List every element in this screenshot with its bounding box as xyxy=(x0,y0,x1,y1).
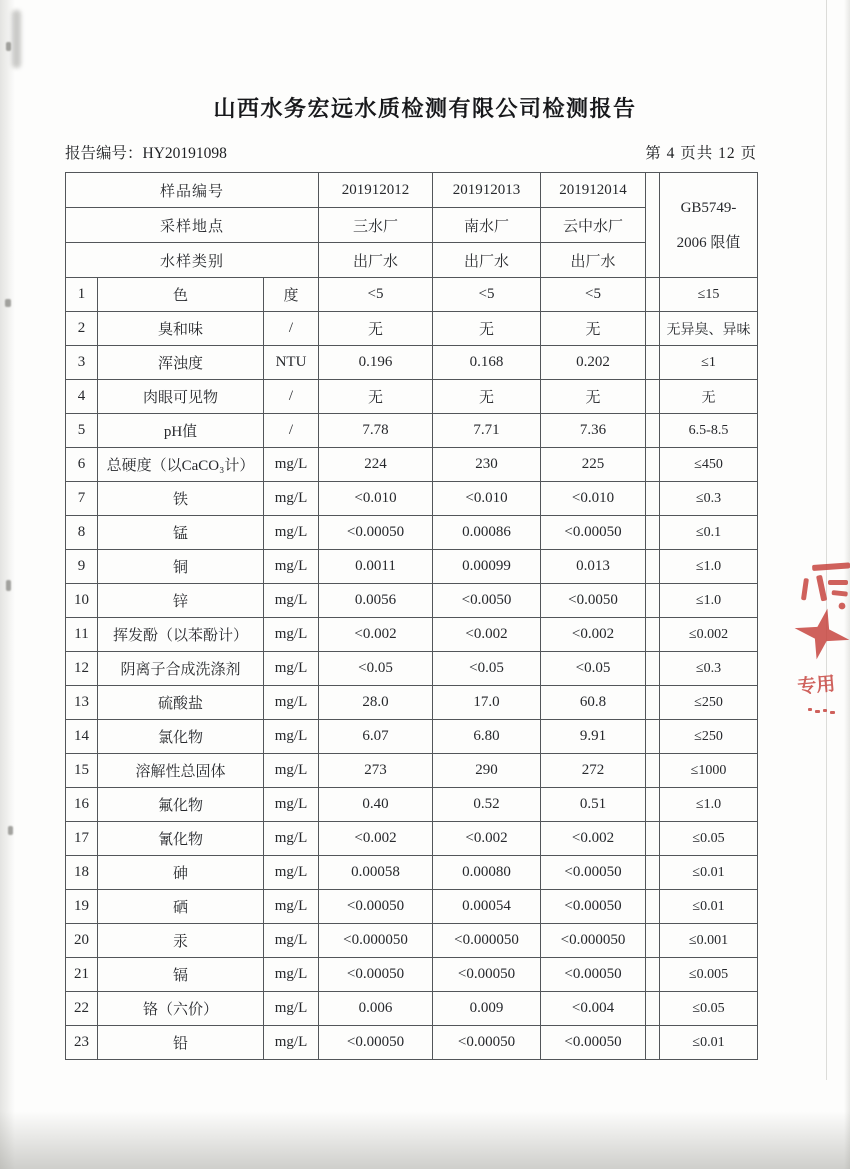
seal-partial-text: 专用 xyxy=(796,673,837,698)
sample-value: 225 xyxy=(541,448,646,482)
sample-type: 出厂水 xyxy=(319,243,433,278)
sample-value: <0.002 xyxy=(319,822,433,856)
table-row xyxy=(66,448,758,482)
param-unit: mg/L xyxy=(264,584,319,618)
sample-value: <0.00050 xyxy=(319,958,433,992)
header-label-sample-id: 样品编号 xyxy=(66,173,319,208)
limit-value: 无异臭、异味 xyxy=(660,312,758,346)
row-number: 6 xyxy=(66,448,98,482)
table-gap xyxy=(646,550,660,584)
sample-value: 无 xyxy=(319,312,433,346)
sample-value: <0.00050 xyxy=(541,958,646,992)
param-name: 总硬度（以CaCO₃计） xyxy=(98,448,264,482)
param-unit: mg/L xyxy=(264,550,319,584)
sample-value: <0.000050 xyxy=(541,924,646,958)
row-number: 8 xyxy=(66,516,98,550)
table-gap xyxy=(646,652,660,686)
limit-value: ≤1.0 xyxy=(660,584,758,618)
sample-value: 6.80 xyxy=(433,720,541,754)
header-label-sample-type: 水样类别 xyxy=(66,243,319,278)
sample-value: 0.51 xyxy=(541,788,646,822)
sample-value: <0.00050 xyxy=(541,1026,646,1060)
param-name: 臭和味 xyxy=(98,312,264,346)
param-unit: mg/L xyxy=(264,924,319,958)
sample-id: 201912014 xyxy=(541,173,646,208)
sampling-point: 云中水厂 xyxy=(541,208,646,243)
row-number: 16 xyxy=(66,788,98,822)
report-meta-row xyxy=(65,141,757,163)
param-name: 硒 xyxy=(98,890,264,924)
param-unit: mg/L xyxy=(264,890,319,924)
param-unit: mg/L xyxy=(264,720,319,754)
row-number: 3 xyxy=(66,346,98,380)
param-unit: mg/L xyxy=(264,958,319,992)
row-number: 23 xyxy=(66,1026,98,1060)
sample-value: <0.010 xyxy=(319,482,433,516)
sample-value: <0.002 xyxy=(319,618,433,652)
limit-value: ≤450 xyxy=(660,448,758,482)
table-gap xyxy=(646,958,660,992)
table-row xyxy=(66,822,758,856)
row-number: 13 xyxy=(66,686,98,720)
scan-speck xyxy=(5,299,11,307)
table-gap xyxy=(646,890,660,924)
param-unit: mg/L xyxy=(264,652,319,686)
scan-fold-line xyxy=(826,0,827,1080)
table-row xyxy=(66,1026,758,1060)
limit-value: ≤0.3 xyxy=(660,652,758,686)
sample-value: <0.00050 xyxy=(433,958,541,992)
table-row xyxy=(66,652,758,686)
param-name: 氰化物 xyxy=(98,822,264,856)
scan-edge-shadow-bottom xyxy=(0,1111,850,1169)
sample-value: <0.00050 xyxy=(319,890,433,924)
sample-value: 6.07 xyxy=(319,720,433,754)
table-row xyxy=(66,618,758,652)
sample-value: <0.002 xyxy=(433,822,541,856)
table-row xyxy=(66,550,758,584)
sample-value: 无 xyxy=(319,380,433,414)
table-gap xyxy=(646,754,660,788)
row-number: 12 xyxy=(66,652,98,686)
table-row xyxy=(66,414,758,448)
param-name: 镉 xyxy=(98,958,264,992)
param-unit: mg/L xyxy=(264,686,319,720)
table-gap xyxy=(646,1026,660,1060)
table-row xyxy=(66,482,758,516)
param-unit: 度 xyxy=(264,278,319,312)
sample-value: 无 xyxy=(433,312,541,346)
param-unit: mg/L xyxy=(264,516,319,550)
row-number: 14 xyxy=(66,720,98,754)
table-row xyxy=(66,720,758,754)
sample-value: <0.00050 xyxy=(433,1026,541,1060)
table-gap xyxy=(646,482,660,516)
limit-value: ≤0.05 xyxy=(660,822,758,856)
param-unit: mg/L xyxy=(264,822,319,856)
table-row xyxy=(66,856,758,890)
limit-value: ≤1.0 xyxy=(660,788,758,822)
row-number: 20 xyxy=(66,924,98,958)
sample-value: 7.71 xyxy=(433,414,541,448)
header-row-sample-id xyxy=(66,173,758,208)
limit-header-line2: 2006 限值 xyxy=(676,234,741,251)
report-number xyxy=(65,141,227,163)
param-unit: / xyxy=(264,414,319,448)
table-row xyxy=(66,992,758,1026)
param-name: 色 xyxy=(98,278,264,312)
limit-value: ≤0.01 xyxy=(660,1026,758,1060)
sampling-point: 三水厂 xyxy=(319,208,433,243)
row-number: 21 xyxy=(66,958,98,992)
table-gap xyxy=(646,414,660,448)
table-gap xyxy=(646,584,660,618)
param-name: 铅 xyxy=(98,1026,264,1060)
sample-value: 0.0056 xyxy=(319,584,433,618)
limit-value: ≤1000 xyxy=(660,754,758,788)
row-number: 7 xyxy=(66,482,98,516)
sample-value: 0.00099 xyxy=(433,550,541,584)
header-label-sampling-point: 采样地点 xyxy=(66,208,319,243)
sample-value: 28.0 xyxy=(319,686,433,720)
param-name: 铁 xyxy=(98,482,264,516)
sample-value: 无 xyxy=(433,380,541,414)
table-row xyxy=(66,346,758,380)
table-gap xyxy=(646,788,660,822)
param-name: 硫酸盐 xyxy=(98,686,264,720)
table-gap xyxy=(646,720,660,754)
scan-speck xyxy=(6,580,11,591)
sample-value: <0.002 xyxy=(433,618,541,652)
row-number: 9 xyxy=(66,550,98,584)
row-number: 2 xyxy=(66,312,98,346)
limit-value: 无 xyxy=(660,380,758,414)
table-row xyxy=(66,278,758,312)
table-row xyxy=(66,686,758,720)
table-gap xyxy=(646,924,660,958)
param-name: 砷 xyxy=(98,856,264,890)
sample-value: 0.009 xyxy=(433,992,541,1026)
table-gap xyxy=(646,380,660,414)
sample-value: <0.00050 xyxy=(319,1026,433,1060)
sample-value: 0.013 xyxy=(541,550,646,584)
results-table xyxy=(65,172,758,1060)
sample-value: 0.00080 xyxy=(433,856,541,890)
row-number: 11 xyxy=(66,618,98,652)
page-title: 山西水务宏远水质检测有限公司检测报告 xyxy=(213,96,637,121)
sample-value: <0.05 xyxy=(541,652,646,686)
table-row xyxy=(66,890,758,924)
row-number: 10 xyxy=(66,584,98,618)
param-name: 汞 xyxy=(98,924,264,958)
param-unit: mg/L xyxy=(264,992,319,1026)
sample-value: 17.0 xyxy=(433,686,541,720)
table-gap xyxy=(646,618,660,652)
param-name: 锰 xyxy=(98,516,264,550)
sample-value: 290 xyxy=(433,754,541,788)
sample-value: <0.000050 xyxy=(319,924,433,958)
table-gap xyxy=(646,346,660,380)
sample-value: 60.8 xyxy=(541,686,646,720)
results-table-header xyxy=(66,173,758,278)
sample-value: 0.006 xyxy=(319,992,433,1026)
param-unit: mg/L xyxy=(264,448,319,482)
sample-value: <0.05 xyxy=(433,652,541,686)
limit-value: ≤0.05 xyxy=(660,992,758,1026)
limit-value: ≤250 xyxy=(660,720,758,754)
report-number-value: HY20191098 xyxy=(142,145,227,162)
limit-column-header xyxy=(660,173,758,278)
sample-value: <0.010 xyxy=(541,482,646,516)
limit-value: ≤15 xyxy=(660,278,758,312)
param-name: 浑浊度 xyxy=(98,346,264,380)
table-row xyxy=(66,380,758,414)
table-gap xyxy=(646,278,660,312)
row-number: 17 xyxy=(66,822,98,856)
sample-value: <0.010 xyxy=(433,482,541,516)
row-number: 18 xyxy=(66,856,98,890)
sample-value: 272 xyxy=(541,754,646,788)
results-tbody xyxy=(66,278,758,1060)
limit-value: ≤1.0 xyxy=(660,550,758,584)
sample-value: <5 xyxy=(319,278,433,312)
table-row xyxy=(66,788,758,822)
sample-value: 0.168 xyxy=(433,346,541,380)
param-name: 溶解性总固体 xyxy=(98,754,264,788)
sample-value: <0.002 xyxy=(541,822,646,856)
table-row xyxy=(66,924,758,958)
sample-type: 出厂水 xyxy=(541,243,646,278)
param-unit: / xyxy=(264,312,319,346)
table-gap xyxy=(646,312,660,346)
param-unit: mg/L xyxy=(264,856,319,890)
sample-value: 0.40 xyxy=(319,788,433,822)
sample-value: <5 xyxy=(541,278,646,312)
sample-id: 201912013 xyxy=(433,173,541,208)
sample-value: <0.00050 xyxy=(541,856,646,890)
limit-value: ≤0.01 xyxy=(660,890,758,924)
sample-id: 201912012 xyxy=(319,173,433,208)
sample-value: 7.36 xyxy=(541,414,646,448)
sample-value: 0.202 xyxy=(541,346,646,380)
sample-value: <0.00050 xyxy=(319,516,433,550)
param-unit: mg/L xyxy=(264,754,319,788)
sample-value: 273 xyxy=(319,754,433,788)
param-name: 氟化物 xyxy=(98,788,264,822)
report-number-label: 报告编号： xyxy=(65,145,143,162)
table-row xyxy=(66,754,758,788)
param-name: 挥发酚（以苯酚计） xyxy=(98,618,264,652)
sample-value: <0.05 xyxy=(319,652,433,686)
sample-value: 无 xyxy=(541,380,646,414)
sample-value: 7.78 xyxy=(319,414,433,448)
param-name: 锌 xyxy=(98,584,264,618)
row-number: 5 xyxy=(66,414,98,448)
limit-value: ≤0.01 xyxy=(660,856,758,890)
page-indicator: 第 4 页共 12 页 xyxy=(645,145,757,162)
sample-value: 224 xyxy=(319,448,433,482)
scan-speck xyxy=(6,42,11,51)
sample-value: 0.0011 xyxy=(319,550,433,584)
sample-type: 出厂水 xyxy=(433,243,541,278)
scan-speck xyxy=(8,826,13,835)
sample-value: 0.00058 xyxy=(319,856,433,890)
limit-value: ≤0.005 xyxy=(660,958,758,992)
param-unit: mg/L xyxy=(264,482,319,516)
scan-smudge xyxy=(12,10,21,68)
limit-value: ≤1 xyxy=(660,346,758,380)
sample-value: <0.00050 xyxy=(541,890,646,924)
param-name: 阴离子合成洗涤剂 xyxy=(98,652,264,686)
sample-value: <0.0050 xyxy=(433,584,541,618)
table-gap xyxy=(646,992,660,1026)
param-unit: mg/L xyxy=(264,618,319,652)
sample-value: 无 xyxy=(541,312,646,346)
param-name: 肉眼可见物 xyxy=(98,380,264,414)
param-name: pH值 xyxy=(98,414,264,448)
sample-value: 230 xyxy=(433,448,541,482)
table-gap xyxy=(646,516,660,550)
table-row xyxy=(66,312,758,346)
row-number: 15 xyxy=(66,754,98,788)
table-row xyxy=(66,516,758,550)
row-number: 19 xyxy=(66,890,98,924)
sample-value: <5 xyxy=(433,278,541,312)
sample-value: 0.52 xyxy=(433,788,541,822)
limit-header-line1: GB5749- xyxy=(680,199,737,216)
table-row xyxy=(66,958,758,992)
sample-value: <0.0050 xyxy=(541,584,646,618)
param-unit: mg/L xyxy=(264,1026,319,1060)
row-number: 1 xyxy=(66,278,98,312)
sample-value: <0.00050 xyxy=(541,516,646,550)
sample-value: 0.00054 xyxy=(433,890,541,924)
table-gap xyxy=(646,856,660,890)
limit-value: 6.5-8.5 xyxy=(660,414,758,448)
sample-value: <0.004 xyxy=(541,992,646,1026)
param-unit: NTU xyxy=(264,346,319,380)
limit-value: ≤0.001 xyxy=(660,924,758,958)
table-gap xyxy=(646,686,660,720)
param-name: 氯化物 xyxy=(98,720,264,754)
limit-value: ≤0.1 xyxy=(660,516,758,550)
param-name: 铬（六价） xyxy=(98,992,264,1026)
table-row xyxy=(66,584,758,618)
limit-value: ≤0.3 xyxy=(660,482,758,516)
row-number: 4 xyxy=(66,380,98,414)
sample-value: <0.002 xyxy=(541,618,646,652)
param-name: 铜 xyxy=(98,550,264,584)
sample-value: 0.00086 xyxy=(433,516,541,550)
table-gap xyxy=(646,822,660,856)
sample-value: <0.000050 xyxy=(433,924,541,958)
sample-value: 0.196 xyxy=(319,346,433,380)
limit-value: ≤0.002 xyxy=(660,618,758,652)
table-gap xyxy=(646,448,660,482)
red-seal-fragment xyxy=(792,556,850,724)
row-number: 22 xyxy=(66,992,98,1026)
table-gap xyxy=(646,173,660,278)
sampling-point: 南水厂 xyxy=(433,208,541,243)
limit-value: ≤250 xyxy=(660,686,758,720)
sample-value: 9.91 xyxy=(541,720,646,754)
param-unit: mg/L xyxy=(264,788,319,822)
param-unit: / xyxy=(264,380,319,414)
